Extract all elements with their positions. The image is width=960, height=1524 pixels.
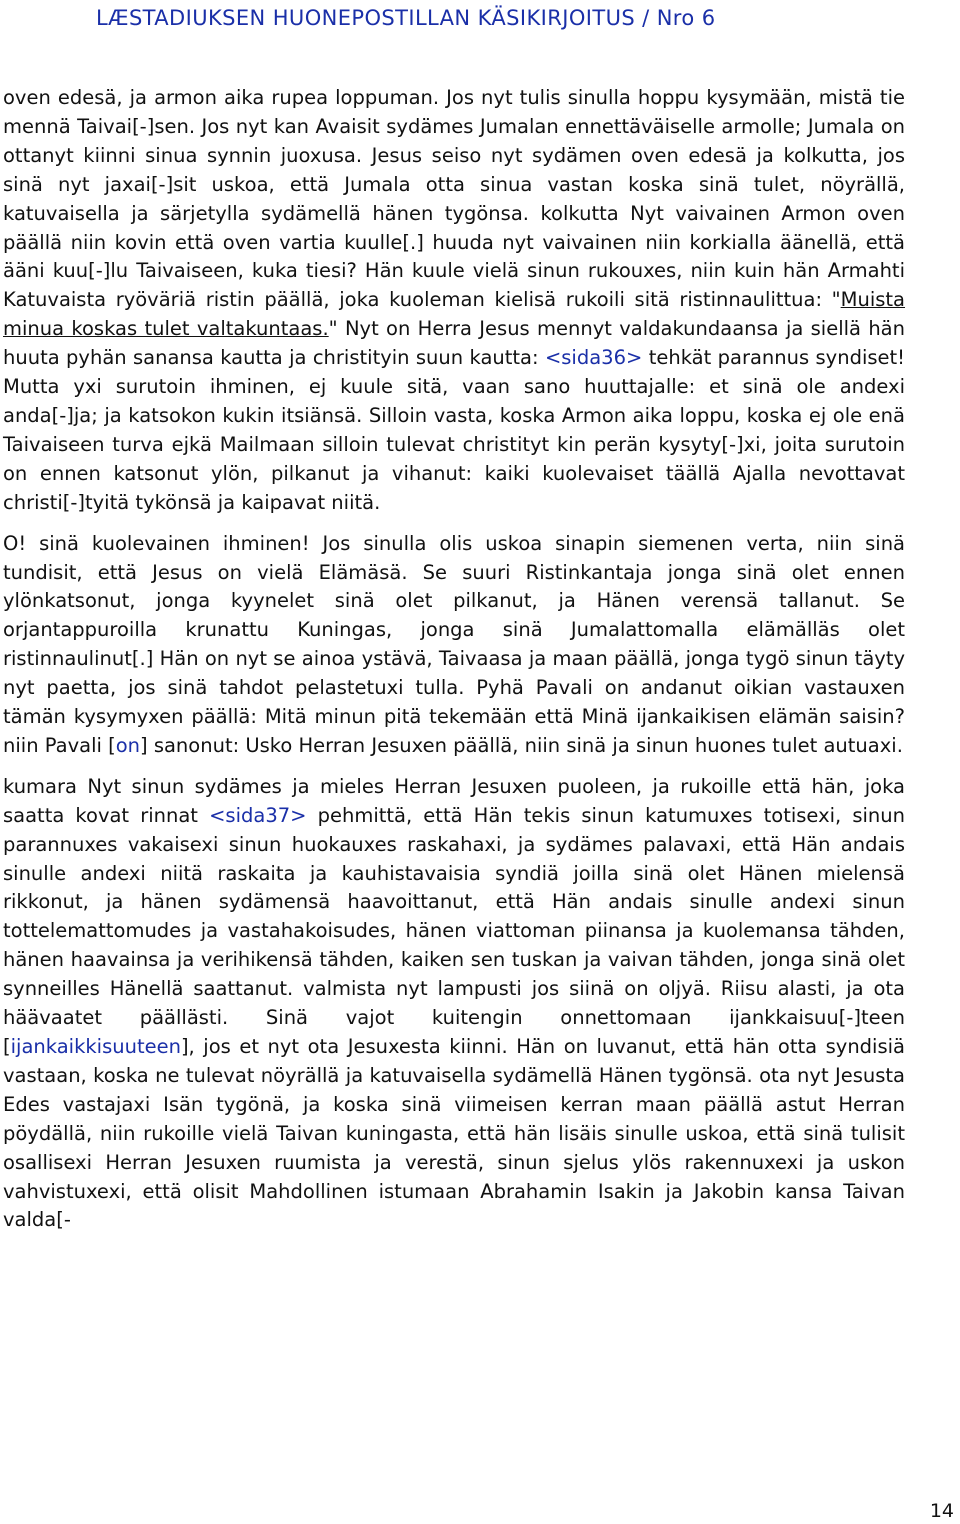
paragraph-1-underlined-quote: Muista minua koskas tulet valtakuntaas. bbox=[3, 288, 905, 341]
editorial-correction-ijankaikkisuuteen: ijankaikkisuuteen bbox=[10, 1035, 181, 1058]
page-header: LÆSTADIUKSEN HUONEPOSTILLAN KÄSIKIRJOITUS / Nro 6 bbox=[96, 6, 716, 30]
paragraph-3-text-a: kumara Nyt sinun sydämes ja mieles Herran Jesuxen puoleen, ja rukoille että hän, joka saatta kovat rinnat bbox=[3, 774, 905, 827]
page-marker-sida37: <sida37> bbox=[209, 803, 307, 827]
paragraph-2-text-a: O! sinä kuolevainen ihminen! Jos sinulla olis uskoa sinapin siemenen verta, niin sinä tundisit, että Jesus on vielä Elämäsä. Se suuri Ristinkantaja jonga sinä olet ennen ylönkatsonut, jonga kyynelet sinä olet pilkanut, ja Hänen verensä tallanut. Se orjantappuroilla krunattu Kuningas, jonga sinä Jumalattomalla elämälläs olet ristinnaulinut[.] Hän on nyt se ainoa ystävä, Taivaasa ja maan päällä, jonga tygö sinun täyty nyt paetta, jos sinä tahdot pelastetuxi tulla. Pyhä Pavali on andanut oikian vastauxen tämän kysymyxen päällä: Mitä minun pitä tekemään että Minä ijankaikisen elämän saisin? niin Pavali [ bbox=[3, 531, 905, 757]
editorial-insertion-on: on bbox=[115, 733, 141, 757]
paragraph-1-text-b: " Nyt on Herra Jesus mennyt valdakundaansa ja siellä hän huuta pyhän sanansa kautta ja christityin suun kautta: bbox=[3, 317, 905, 370]
page-marker-sida36: <sida36> bbox=[544, 346, 643, 370]
paragraph-3-text-c: ], jos et nyt ota Jesuxesta kiinni. Hän on luvanut, että hän otta syndisiä vastaan, koska ne tulevat nöyrällä ja katuvaisella sydämellä Hänen tygönsä. ota nyt Jesusta Edes vastajaxi Isän tygönä, ja koska sinä viimeisen kerran maan päällä astut Herran pöydällä, niin rukoille vielä Taivan kuningasta, että hän lisäis sinulle uskoa, että sinä tulisit osallisexi Herran Jesuxen ruumista ja verestä, sinun sjelus ylös rakennuxexi ja uskon vahvistuxexi, että olisit Mahdollinen istumaan Abrahamin Isakin ja Jakobin kansa Taivan valda[- bbox=[3, 1035, 905, 1232]
paragraph-1 bbox=[3, 84, 905, 518]
paragraph-1-text-a: oven edesä, ja armon aika rupea loppuman. Jos nyt tulis sinulla hoppu kysymään, mistä tie mennä Taivai[-]sen. Jos nyt kan Avaisit sydämes Jumalan ennettäväiselle armolle; Jumala on ottanyt kiinni sinua synnin juoxusa. Jesus seiso nyt sydämen oven edesä ja kolkutta, jos sinä nyt jaxai[-]sit uskoa, että Jumala otta sinua vastan koska sinä tulet, nöyrällä, katuvaisella ja särjetylla sydämellä hänen tygönsa. kolkutta Nyt vaivainen Armon oven päällä niin kovin että oven vartia kuulle[.] huuda nyt vaivainen niin korkialla äänellä, että ääni kuu[-]lu Taivaiseen, kuka tiesi? Hän kuule vielä sinun rukouxes, niin kuin hän Armahti Katuvaista ryöväriä ristin päällä, joka kuoleman kielisä rukoili sitä ristinnaulittua: " bbox=[3, 86, 905, 312]
paragraph-2 bbox=[3, 530, 905, 761]
document-body bbox=[3, 84, 905, 1247]
paragraph-1-text-c: tehkät parannus syndiset! Mutta yxi surutoin ihminen, ej kuule sitä, vaan sano huuttajalle: et sinä ole andexi anda[-]ja; ja katsokon kukin itsiänsä. Silloin vasta, koska Armon aika loppu, koska ej ole enä Taivaiseen turva ejkä Mailmaan silloin tulevat christityt kin perän kysyty[-]xi, joita surutoin on ennen katsonut ylön, pilkanut ja vihanut: kaiki kuolevaiset täällä Ajalla nevottavat christi[-]tyitä tykönsä ja kaipavat niitä. bbox=[3, 346, 905, 514]
page-number: 14 bbox=[929, 1500, 954, 1522]
paragraph-3-text-b: pehmittä, että Hän tekis sinun katumuxes totisexi, sinun parannuxes vakaisexi sinun huokauxes raskahaxi, ja sydämes palavaxi, että Hän andais sinulle andexi niitä raskaita ja kauhistavaisia syndiä joilla sinä olet Hänen mielensä rikkonut, ja hänen sydämensä haavoittanut, että Hän andais sinulle andexi sinun tottelemattomudes ja vastahakoisudes, hänen viattoman piinansa ja kuolemansa tähden, hänen haavainsa ja verihikensä tähden, kaiken sen tuskan ja vaivan tähden, jonga sinä olet synneilles Hänellä saattanut. valmista nyt lampusti jos siinä on oljyä. Riisu alasti, ja ota häävaatet päällästi. Sinä vajot kuitengin onnettomaan ijankkaisuu[-]teen [ bbox=[3, 803, 906, 1058]
paragraph-2-text-b: ] sanonut: Usko Herran Jesuxen päällä, niin sinä ja sinun huones tulet autuaxi. bbox=[140, 733, 903, 757]
paragraph-3 bbox=[3, 773, 905, 1236]
